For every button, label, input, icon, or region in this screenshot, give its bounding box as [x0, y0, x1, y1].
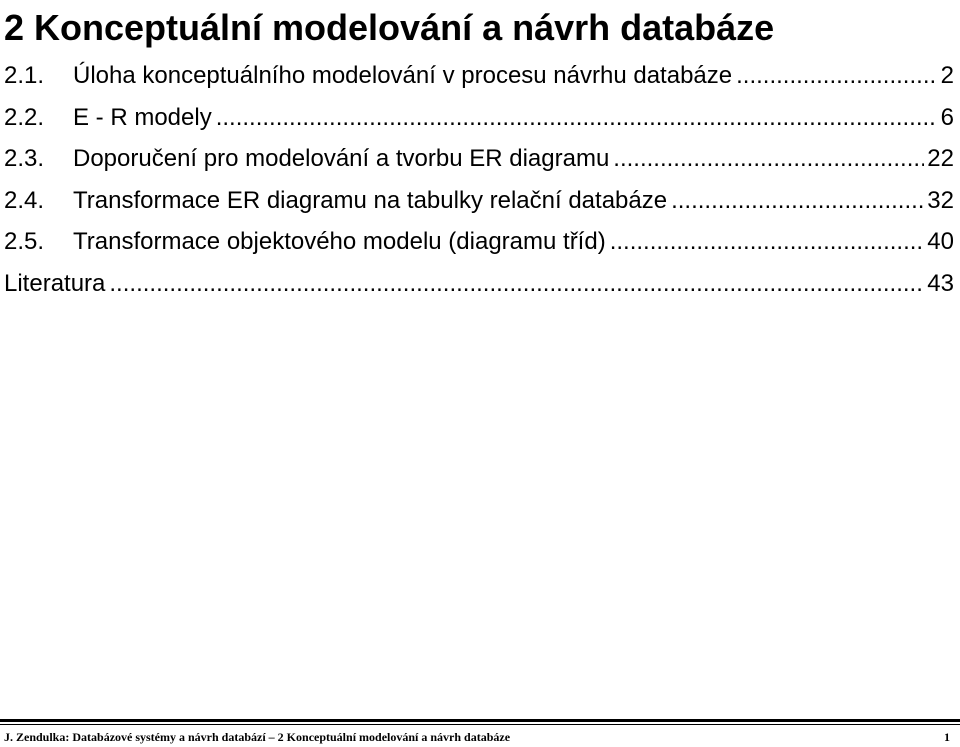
footer-divider-thin [0, 724, 960, 725]
toc-entry-label: E - R modely [73, 103, 212, 131]
toc-entry-number: 2.2. [4, 103, 45, 131]
toc-entry[interactable] [4, 138, 954, 180]
toc-entry-page: 40 [927, 228, 954, 255]
footer-divider [0, 719, 960, 722]
toc-entry-number: 2.3. [4, 145, 45, 172]
toc-entry-page: 6 [940, 103, 954, 131]
toc-entry-label: Literatura [4, 269, 106, 297]
toc-entry-number: 2.1. [4, 62, 45, 89]
toc-entry-page: 22 [927, 145, 954, 172]
toc-entry-page: 32 [927, 186, 954, 214]
toc-dot-leader [109, 263, 924, 305]
chapter-title-text: Konceptuální modelování a návrh databáze [34, 7, 775, 48]
toc-entry-label: Transformace objektového modelu (diagramu tříd) [73, 228, 606, 255]
toc-dot-leader [736, 55, 938, 97]
toc-dot-leader [216, 97, 938, 139]
toc-entry[interactable] [4, 97, 954, 139]
toc-entry-label: Transformace ER diagramu na tabulky relační databáze [73, 186, 668, 214]
footer-page-number: 1 [944, 730, 950, 744]
toc-entry-label: Úloha konceptuálního modelování v procesu návrhu databáze [73, 62, 733, 89]
toc-entry-page: 43 [927, 269, 954, 297]
table-of-contents [4, 55, 954, 304]
toc-entry-number: 2.5. [4, 228, 45, 255]
toc-entry[interactable] [4, 180, 954, 222]
toc-entry[interactable] [4, 55, 954, 97]
toc-dot-leader [610, 221, 925, 263]
toc-dot-leader [613, 138, 924, 180]
toc-entry-literatura[interactable] [4, 263, 954, 305]
chapter-number: 2 [4, 7, 25, 48]
toc-entry[interactable] [4, 221, 954, 263]
footer-text: J. Zendulka: Databázové systémy a návrh databází – 2 Konceptuální modelování a návrh databáze [4, 730, 511, 744]
toc-entry-page: 2 [940, 62, 954, 89]
chapter-title [4, 6, 954, 50]
toc-entry-label: Doporučení pro modelování a tvorbu ER diagramu [73, 145, 610, 172]
page-footer [4, 729, 950, 745]
toc-dot-leader [671, 180, 924, 222]
toc-entry-number: 2.4. [4, 186, 45, 214]
